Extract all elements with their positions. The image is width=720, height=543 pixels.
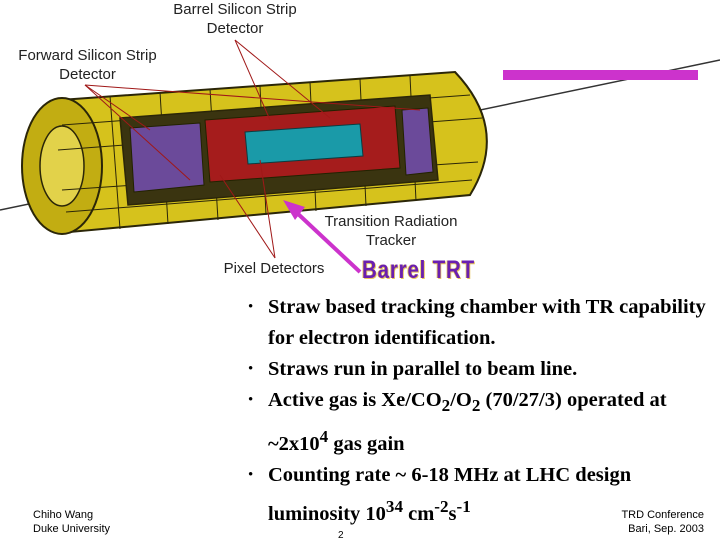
slide-title: Barrel TRT (362, 256, 476, 284)
bullet-item (248, 292, 718, 354)
text-part: s (448, 502, 457, 525)
conference-date: Bari, Sep. 2003 (628, 523, 704, 535)
bullet-icon: • (248, 466, 254, 483)
bullet-icon: • (248, 361, 254, 377)
conference-name: TRD Conference (621, 509, 704, 521)
bullet-text: Straw based tracking chamber with TR capability for electron identification. (268, 296, 706, 349)
superscript: -2 (434, 496, 449, 516)
bullet-text: Straws run in parallel to beam line. (268, 358, 578, 380)
text-part: Active gas is Xe/CO (268, 389, 442, 411)
text-part: Counting rate ~ 6-18 MHz at LHC design luminosity 10 (268, 463, 632, 525)
subscript: 2 (471, 396, 481, 416)
superscript: 4 (319, 427, 329, 447)
subscript: 2 (441, 396, 451, 416)
text-part: gas gain (328, 432, 405, 455)
superscript: -1 (456, 496, 471, 516)
footer-conference (580, 508, 704, 536)
author-name: Chiho Wang (33, 509, 94, 521)
forward-end-cap-inner (40, 126, 84, 206)
forward-silicon-strip-label: Forward Silicon Strip Detector (18, 47, 157, 83)
pixel-detectors-label: Pixel Detectors (223, 260, 325, 277)
bullet-text (268, 464, 631, 525)
barrel-silicon-strip-label: Barrel Silicon Strip Detector (173, 1, 297, 37)
bullet-item (248, 385, 718, 460)
magenta-accent-bar (503, 70, 698, 80)
superscript: 34 (385, 496, 403, 516)
text-part: /O (450, 389, 472, 411)
bullet-icon: • (248, 299, 254, 315)
forward-wheels (130, 123, 204, 192)
text-part: cm (402, 502, 435, 525)
trt-label: Transition Radiation Tracker (324, 213, 458, 249)
author-affiliation: Duke University (33, 523, 111, 535)
bullet-list (248, 292, 718, 530)
forward-wheels-right (402, 108, 433, 175)
footer-author (33, 508, 110, 536)
page-number: 2 (338, 530, 344, 541)
text-part: (70/27/3) operated at ~2x10 (268, 389, 667, 455)
bullet-icon: • (248, 392, 254, 408)
bullet-item (248, 354, 718, 385)
bullet-text (268, 389, 667, 455)
